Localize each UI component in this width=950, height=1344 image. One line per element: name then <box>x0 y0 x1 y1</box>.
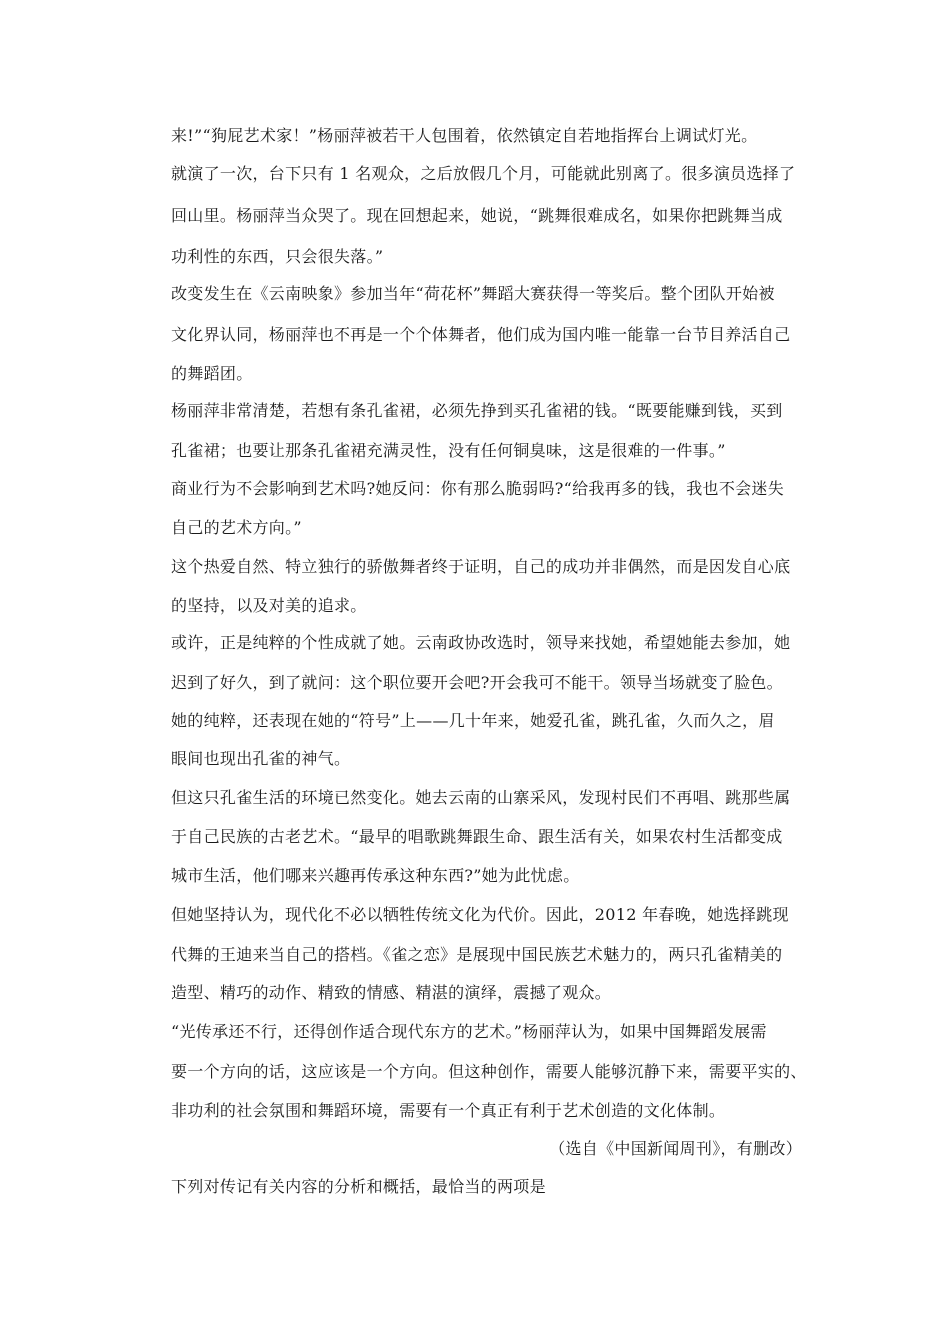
text-line: 来!”“狗屁艺术家！”杨丽萍被若干人包围着，依然镇定自若地指挥台上调试灯光。 <box>171 126 758 145</box>
text-line: 城市生活，他们哪来兴趣再传承这种东西?”她为此忧虑。 <box>171 866 580 885</box>
text-line: 就演了一次，台下只有 1 名观众，之后放假几个月，可能就此别离了。很多演员选择了 <box>171 164 796 183</box>
text-line: “光传承还不行，还得创作适合现代东方的艺术。”杨丽萍认为，如果中国舞蹈发展需 <box>171 1022 767 1041</box>
question-prompt: 下列对传记有关内容的分析和概括，最恰当的两项是 <box>171 1177 546 1196</box>
text-line: 功利性的东西，只会很失落。” <box>171 247 384 266</box>
text-line: 非功利的社会氛围和舞蹈环境，需要有一个真正有利于艺术创造的文化体制。 <box>171 1101 726 1120</box>
text-line: 眼间也现出孔雀的神气。 <box>171 749 351 768</box>
text-line: 但她坚持认为，现代化不必以牺牲传统文化为代价。因此，2012 年春晚，她选择跳现 <box>171 905 789 924</box>
text-line: 代舞的王迪来当自己的搭档。《雀之恋》是展现中国民族艺术魅力的，两只孔雀精美的 <box>171 945 783 964</box>
text-line: 造型、精巧的动作、精致的情感、精湛的演绎，震撼了观众。 <box>171 983 612 1002</box>
text-line: 她的纯粹，还表现在她的“符号”上——几十年来，她爱孔雀，跳孔雀，久而久之，眉 <box>171 711 775 730</box>
text-line: 要一个方向的话，这应该是一个方向。但这种创作，需要人能够沉静下来，需要平实的、 <box>171 1062 807 1081</box>
source-citation: （选自《中国新闻周刊》，有删改） <box>549 1139 802 1158</box>
text-line: 自己的艺术方向。” <box>171 518 302 537</box>
text-line: 改变发生在《云南映象》参加当年“荷花杯”舞蹈大赛获得一等奖后。整个团队开始被 <box>171 284 775 303</box>
text-line: 于自己民族的古老艺术。“最早的唱歌跳舞跟生命、跟生活有关，如果农村生活都变成 <box>171 827 783 846</box>
text-line: 的舞蹈团。 <box>171 364 253 383</box>
text-line: 迟到了好久，到了就问：这个职位要开会吧?开会我可不能干。领导当场就变了脸色。 <box>171 673 783 692</box>
text-line: 回山里。杨丽萍当众哭了。现在回想起来，她说，“跳舞很难成名，如果你把跳舞当成 <box>171 206 783 225</box>
text-line: 或许，正是纯粹的个性成就了她。云南政协改选时，领导来找她，希望她能去参加，她 <box>171 633 791 652</box>
text-line: 杨丽萍非常清楚，若想有条孔雀裙，必须先挣到买孔雀裙的钱。“既要能赚到钱，买到 <box>171 401 783 420</box>
text-line: 孔雀裙；也要让那条孔雀裙充满灵性，没有任何铜臭味，这是很难的一件事。” <box>171 441 726 460</box>
text-line: 商业行为不会影响到艺术吗?她反问：你有那么脆弱吗?“给我再多的钱，我也不会迷失 <box>171 479 785 498</box>
text-line: 的坚持，以及对美的追求。 <box>171 596 367 615</box>
text-line: 但这只孔雀生活的环境已然变化。她去云南的山寨采风，发现村民们不再唱、跳那些属 <box>171 788 791 807</box>
text-line: 这个热爱自然、特立独行的骄傲舞者终于证明，自己的成功并非偶然，而是因发自心底 <box>171 557 791 576</box>
text-line: 文化界认同，杨丽萍也不再是一个个体舞者，他们成为国内唯一能靠一台节目养活自己 <box>171 325 791 344</box>
